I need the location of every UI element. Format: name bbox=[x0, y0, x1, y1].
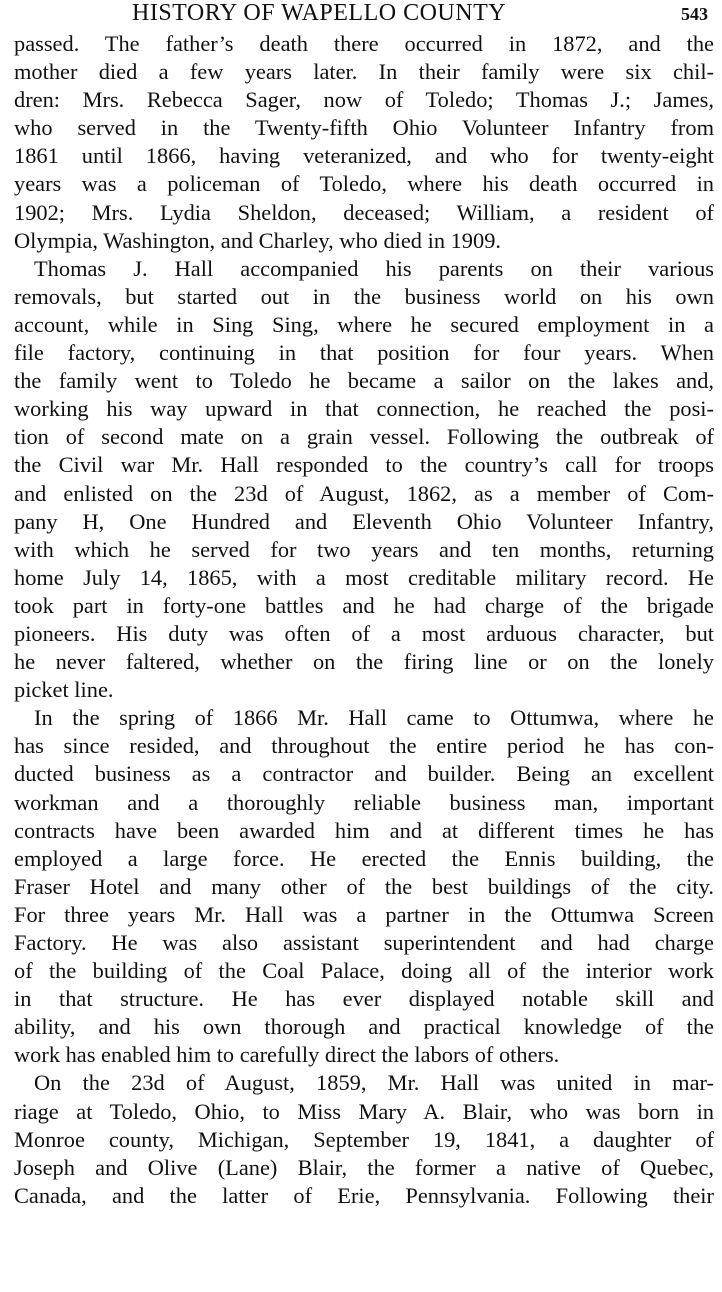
text-line: with which he served for two years and ten months, returning bbox=[14, 536, 714, 562]
text-line: pioneers. His duty was often of a most arduous character, but bbox=[14, 620, 714, 646]
text-line: home July 14, 1865, with a most creditable military record. He bbox=[14, 564, 714, 590]
text-line: Factory. He was also assistant superintendent and had charge bbox=[14, 930, 714, 955]
text-line: In the spring of 1866 Mr. Hall came to Ottumwa, where he bbox=[34, 705, 714, 731]
text-line: in that structure. He has ever displayed notable skill and bbox=[14, 986, 714, 1012]
text-line: ducted business as a contractor and builder. Being an excellent bbox=[14, 761, 714, 787]
page-number: 543 bbox=[681, 4, 708, 24]
running-title: HISTORY OF WAPELLO COUNTY bbox=[132, 0, 507, 26]
text-line: working his way upward in that connection, he reached the posi- bbox=[14, 396, 714, 422]
text-line: he never faltered, whether on the firing line or on the lonely bbox=[14, 649, 714, 675]
text-line: Canada, and the latter of Erie, Pennsylvania. Following their bbox=[14, 1182, 714, 1208]
text-line: mother died a few years later. In their family were six chil- bbox=[14, 59, 714, 85]
text-line: For three years Mr. Hall was a partner in the Ottumwa Screen bbox=[14, 901, 714, 927]
text-line: tion of second mate on a grain vessel. Following the outbreak of bbox=[14, 424, 714, 450]
paragraph bbox=[14, 1069, 714, 1209]
text-line: dren: Mrs. Rebecca Sager, now of Toledo; Thomas J.; James, bbox=[14, 87, 714, 113]
text-line: Thomas J. Hall accompanied his parents on their various bbox=[34, 255, 714, 281]
text-line: file factory, continuing in that position for four years. When bbox=[14, 340, 714, 366]
text-line: the family went to Toledo he became a sailor on the lakes and, bbox=[14, 368, 714, 394]
text-line: On the 23d of August, 1859, Mr. Hall was united in mar- bbox=[34, 1070, 714, 1096]
text-line: 1861 until 1866, having veteranized, and who for twenty-eight bbox=[14, 143, 714, 169]
text-line: picket line. bbox=[14, 677, 114, 703]
body-text bbox=[14, 30, 714, 1210]
text-line: years was a policeman of Toledo, where his death occurred in bbox=[14, 171, 714, 197]
text-line: the Civil war Mr. Hall responded to the country’s call for troops bbox=[14, 452, 714, 478]
paragraph bbox=[14, 704, 714, 1069]
text-line: has since resided, and throughout the entire period he has con- bbox=[14, 733, 714, 759]
text-line: who served in the Twenty-fifth Ohio Volunteer Infantry from bbox=[14, 115, 714, 141]
text-line: riage at Toledo, Ohio, to Miss Mary A. Blair, who was born in bbox=[14, 1098, 714, 1124]
text-line: and enlisted on the 23d of August, 1862, as a member of Com- bbox=[14, 480, 714, 506]
paragraph bbox=[14, 30, 714, 255]
text-line: account, while in Sing Sing, where he secured employment in a bbox=[14, 311, 714, 337]
text-line: Olympia, Washington, and Charley, who died in 1909. bbox=[14, 227, 501, 253]
text-line: took part in forty-one battles and he had charge of the brigade bbox=[14, 592, 714, 618]
text-line: ability, and his own thorough and practical knowledge of the bbox=[14, 1014, 714, 1040]
text-line: employed a large force. He erected the Ennis building, the bbox=[14, 845, 714, 871]
text-line: 1902; Mrs. Lydia Sheldon, deceased; William, a resident of bbox=[14, 199, 714, 225]
text-line: Joseph and Olive (Lane) Blair, the former a native of Quebec, bbox=[14, 1154, 714, 1180]
page-header bbox=[10, 0, 716, 30]
text-line: removals, but started out in the business world on his own bbox=[14, 283, 714, 309]
paragraph bbox=[14, 255, 714, 705]
text-line: work has enabled him to carefully direct the labors of others. bbox=[14, 1042, 560, 1068]
text-line: workman and a thoroughly reliable business man, important bbox=[14, 789, 714, 815]
text-line: of the building of the Coal Palace, doing all of the interior work bbox=[14, 958, 714, 984]
text-line: Monroe county, Michigan, September 19, 1841, a daughter of bbox=[14, 1126, 714, 1152]
text-line: pany H, One Hundred and Eleventh Ohio Volunteer Infantry, bbox=[14, 508, 714, 534]
text-line: contracts have been awarded him and at different times he has bbox=[14, 817, 714, 843]
text-line: passed. The father’s death there occurred in 1872, and the bbox=[14, 31, 714, 56]
text-line: Fraser Hotel and many other of the best buildings of the city. bbox=[14, 873, 714, 899]
